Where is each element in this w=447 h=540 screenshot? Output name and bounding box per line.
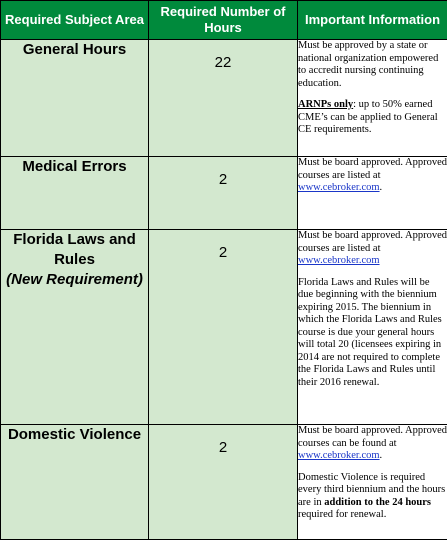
info-domestic-details <box>298 472 447 522</box>
info-general-approval: Must be approved by a state or national organization empowered to accredit nursing continuing education. <box>298 40 447 90</box>
hours-cell <box>149 157 298 230</box>
info-text: Must be board approved. Approved courses can be found at <box>298 425 447 449</box>
table-row <box>1 230 447 425</box>
subject-medical-errors: Medical Errors <box>22 158 126 175</box>
info-text: Must be board approved. Approved courses are listed at <box>298 230 447 254</box>
cebroker-link[interactable]: www.cebroker.com <box>298 450 380 461</box>
info-bold-text: addition to the 24 hours <box>324 497 431 508</box>
arnp-text: : up to 50% earned CME’s can be applied to General CE requirements. <box>298 99 438 135</box>
subject-cell <box>1 425 149 540</box>
info-medical-errors <box>298 157 447 195</box>
header-hours: Required Number of Hours <box>149 1 298 40</box>
info-text-end: . <box>380 450 383 461</box>
info-general-arnp <box>298 99 447 137</box>
hours-domestic-violence: 2 <box>219 439 227 456</box>
info-cell <box>298 230 447 425</box>
cebroker-link[interactable]: www.cebroker.com <box>298 255 380 266</box>
header-row <box>1 1 447 40</box>
subject-cell <box>1 230 149 425</box>
info-text-end: . <box>380 182 383 193</box>
table-row <box>1 157 447 230</box>
info-cell <box>298 157 447 230</box>
hours-general: 22 <box>215 54 232 71</box>
header-subject: Required Subject Area <box>1 1 149 40</box>
header-info: Important Information <box>298 1 447 40</box>
info-cell <box>298 40 447 157</box>
info-florida-approval <box>298 230 447 268</box>
subject-cell <box>1 40 149 157</box>
hours-cell <box>149 425 298 540</box>
table-row <box>1 40 447 157</box>
info-florida-details: Florida Laws and Rules will be due beginning with the biennium expiring 2015. The biennium in which the Florida Laws and Rules course is due your general hours will total 20 (licensees expiring in 2014 are not required to complete the Florida Laws and Rules until their 2016 renewal. <box>298 277 447 390</box>
subject-general-hours: General Hours <box>23 41 126 58</box>
info-domestic-approval <box>298 425 447 463</box>
hours-cell <box>149 40 298 157</box>
subject-domestic-violence: Domestic Violence <box>8 426 141 443</box>
subject-cell <box>1 157 149 230</box>
subject-new-requirement: (New Requirement) <box>1 270 148 290</box>
cebroker-link[interactable]: www.cebroker.com <box>298 182 380 193</box>
subject-florida-laws: Florida Laws and Rules <box>13 231 136 268</box>
info-text-end: required for renewal. <box>298 509 386 520</box>
hours-medical-errors: 2 <box>219 171 227 188</box>
info-text: Must be board approved. Approved courses are listed at <box>298 157 447 181</box>
hours-cell <box>149 230 298 425</box>
hours-florida-laws: 2 <box>219 244 227 261</box>
info-text: Domestic Violence is required every third biennium and the hours are in <box>298 472 445 508</box>
arnp-label: ARNPs only <box>298 99 353 110</box>
info-cell <box>298 425 447 540</box>
table-row <box>1 425 447 540</box>
